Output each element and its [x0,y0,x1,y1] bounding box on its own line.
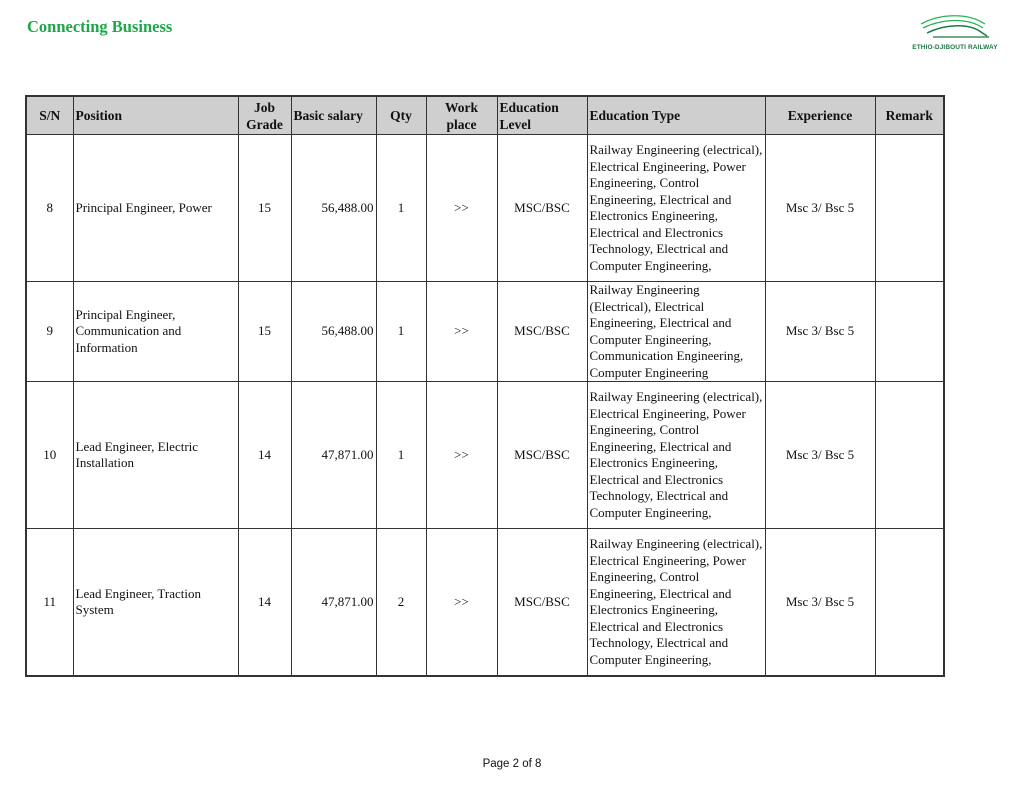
cell-sn: 10 [26,382,73,529]
column-header-experience: Experience [765,96,875,135]
column-header-job-grade: Job Grade [238,96,291,135]
cell-basic-salary: 56,488.00 [291,282,376,382]
column-header-remark: Remark [875,96,944,135]
cell-remark [875,282,944,382]
cell-education-type: Railway Engineering (electrical), Electrical Engineering, Power Engineering, Control Engineering, Electrical and Electronics Engineering, Electrical and Electronics Technology, Electrical and Computer Engineering, [587,382,765,529]
railway-logo-icon [919,14,991,44]
column-header-sn: S/N [26,96,73,135]
cell-position: Principal Engineer, Communication and Information [73,282,238,382]
cell-job-grade: 14 [238,529,291,677]
column-header-basic-salary: Basic salary [291,96,376,135]
cell-education-type: Railway Engineering (electrical), Electrical Engineering, Power Engineering, Control Engineering, Electrical and Electronics Engineering, Electrical and Electronics Technology, Electrical and Computer Engineering, [587,529,765,677]
table-row [26,282,944,382]
cell-qty: 1 [376,135,426,282]
column-header-education-level: Education Level [497,96,587,135]
cell-experience: Msc 3/ Bsc 5 [765,529,875,677]
column-header-work-place: Work place [426,96,497,135]
cell-education-type: Railway Engineering (Electrical), Electrical Engineering, Electrical and Computer Engineering, Communication Engineering, Computer Engineering [587,282,765,382]
cell-position: Lead Engineer, Electric Installation [73,382,238,529]
table-row [26,529,944,677]
cell-education-level: MSC/BSC [497,382,587,529]
cell-education-level: MSC/BSC [497,135,587,282]
cell-sn: 8 [26,135,73,282]
page-number: Page 2 of 8 [482,758,542,770]
cell-remark [875,529,944,677]
cell-position: Lead Engineer, Traction System [73,529,238,677]
cell-work-place: >> [426,282,497,382]
cell-education-level: MSC/BSC [497,529,587,677]
job-vacancy-table [25,95,945,677]
column-header-position: Position [73,96,238,135]
column-header-education-type: Education Type [587,96,765,135]
cell-experience: Msc 3/ Bsc 5 [765,135,875,282]
cell-experience: Msc 3/ Bsc 5 [765,382,875,529]
cell-sn: 9 [26,282,73,382]
cell-education-level: MSC/BSC [497,282,587,382]
cell-position: Principal Engineer, Power [73,135,238,282]
column-header-qty: Qty [376,96,426,135]
table-row [26,135,944,282]
cell-qty: 1 [376,282,426,382]
logo-text: ETHIO-DJIBOUTI RAILWAY [912,44,998,51]
cell-basic-salary: 47,871.00 [291,382,376,529]
cell-experience: Msc 3/ Bsc 5 [765,282,875,382]
cell-sn: 11 [26,529,73,677]
cell-job-grade: 15 [238,135,291,282]
table-row [26,382,944,529]
cell-work-place: >> [426,382,497,529]
cell-qty: 2 [376,529,426,677]
cell-basic-salary: 47,871.00 [291,529,376,677]
cell-qty: 1 [376,382,426,529]
cell-job-grade: 15 [238,282,291,382]
table-header-row [26,96,944,135]
cell-job-grade: 14 [238,382,291,529]
company-logo [905,14,1005,56]
header-title: Connecting Business [27,17,173,36]
cell-work-place: >> [426,529,497,677]
cell-education-type: Railway Engineering (electrical), Electrical Engineering, Power Engineering, Control Engineering, Electrical and Electronics Engineering, Electrical and Electronics Technology, Electrical and Computer Engineering, [587,135,765,282]
cell-remark [875,135,944,282]
cell-work-place: >> [426,135,497,282]
cell-remark [875,382,944,529]
cell-basic-salary: 56,488.00 [291,135,376,282]
